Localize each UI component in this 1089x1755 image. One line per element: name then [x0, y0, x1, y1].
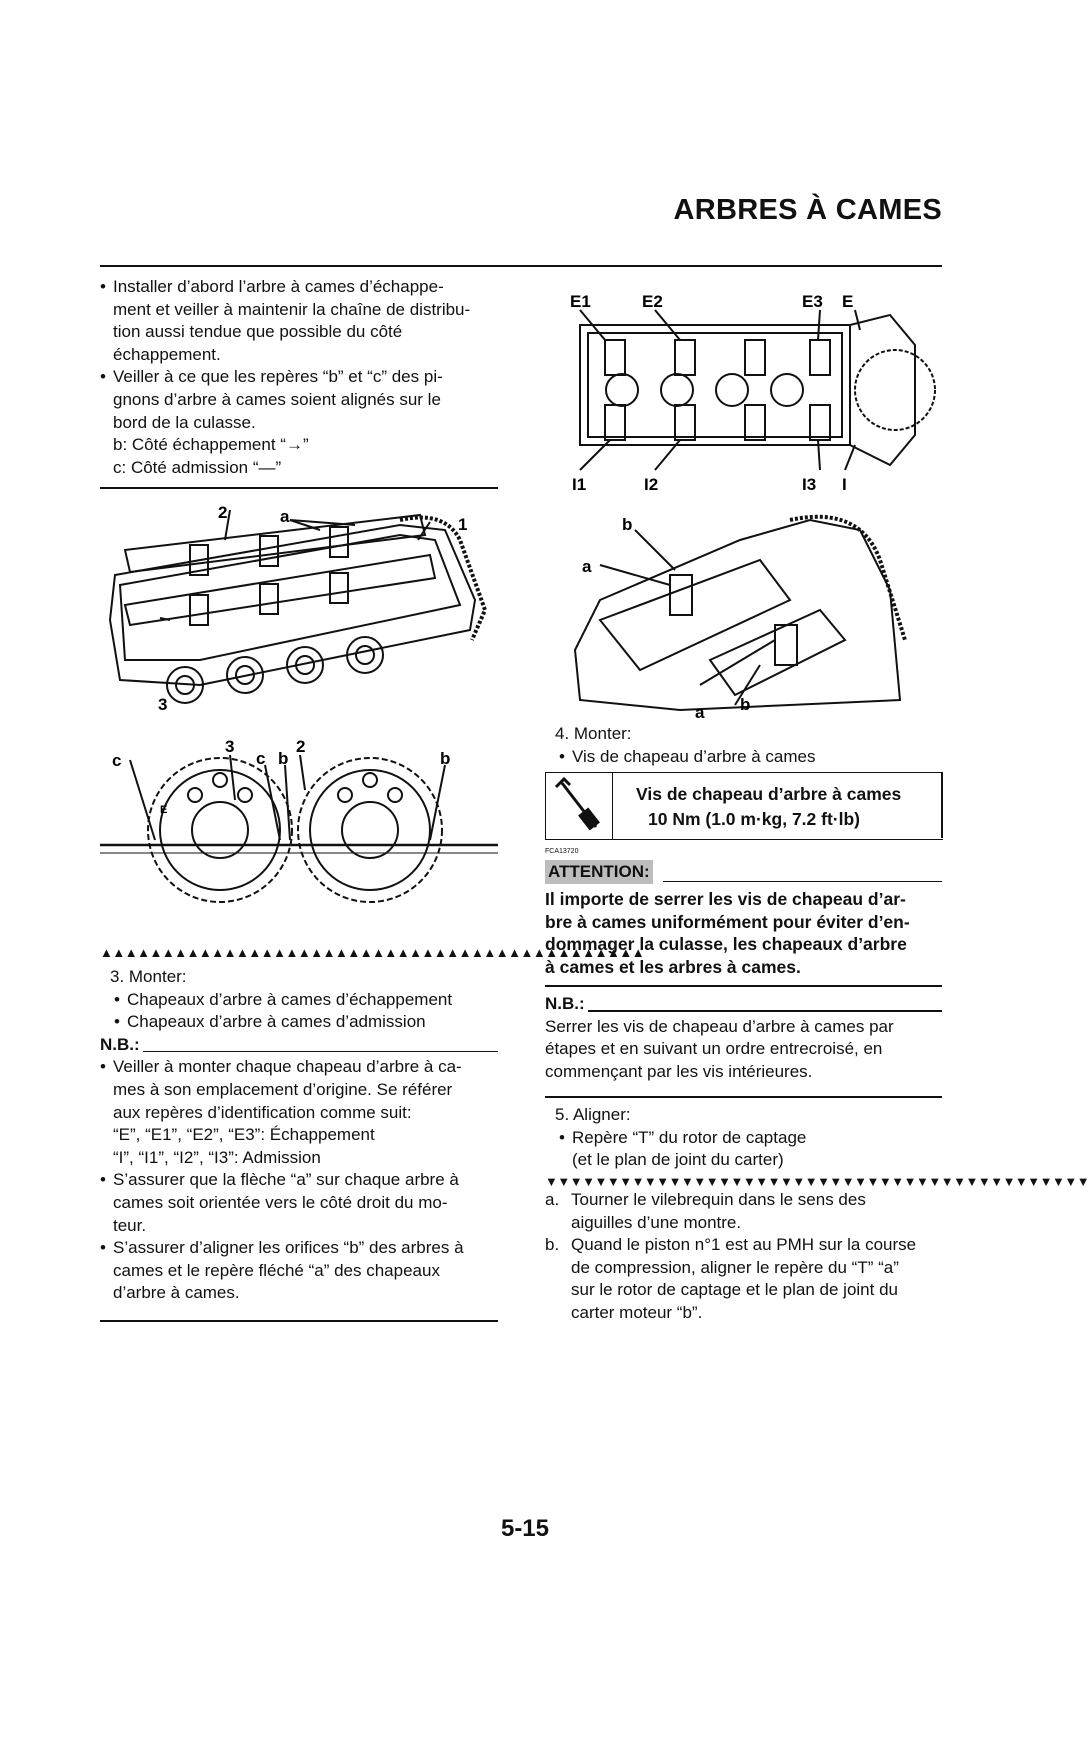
warning-start-triangles: ▲▲▲▲▲▲▲▲▲▲▲▲▲▲▲▲▲▲▲▲▲▲▲▲▲▲▲▲▲▲▲▲▲▲▲▲▲▲▲▲▲▲▲▲: [100, 945, 645, 960]
step5-item-note: (et le plan de joint du carter): [572, 1150, 784, 1170]
substep-b: b. Quand le piston n°1 est au PMH sur la course de compression, aligner le repère du “T” “a” sur le rotor de captage et le plan de joint du carter moteur “b”.: [545, 1235, 917, 1322]
page-number: 5-15: [500, 1515, 550, 1542]
fig2-label-b-mid: b: [278, 749, 289, 768]
right-nb: N.B.: Serrer les vis de chapeau d’arbre à cames par étapes et en suivant un ordre entrecroisé, en commençant par les vis intérieures.: [545, 993, 942, 1083]
fig3-label-E: E: [842, 292, 854, 311]
torque-value: 10 Nm (1.0 m·kg, 7.2 ft·lb): [648, 809, 860, 829]
left-rule-2: [100, 1320, 498, 1322]
torque-box-edge: [941, 772, 943, 838]
procedure-start-triangles: ▼▼▼▼▼▼▼▼▼▼▼▼▼▼▼▼▼▼▼▼▼▼▼▼▼▼▼▼▼▼▼▼▼▼▼▼▼▼▼▼▼▼▼▼: [545, 1174, 1089, 1189]
camshaft-head-figure: [100, 500, 498, 715]
attention-heading: [545, 860, 942, 884]
fig2-label-b-right: b: [440, 749, 451, 768]
nb-bullet: • S’assurer que la flèche “a” sur chaque arbre à cames soit orientée vers le côté droit du mo- teur.: [100, 1169, 498, 1237]
fig2-label-e: E: [160, 804, 168, 816]
caution-code: FCA13720: [545, 848, 579, 855]
step4-item: • Vis de chapeau d’arbre à cames: [545, 746, 942, 769]
left-step3: [100, 966, 498, 1305]
fig4-label-b-top: b: [622, 515, 633, 534]
substep-a: a. Tourner le vilebrequin dans le sens des aiguilles d’une montre.: [545, 1190, 866, 1232]
fig1-label-2: 2: [218, 503, 228, 522]
fig3-label-I3: I3: [802, 475, 817, 494]
fig3-label-I: I: [842, 475, 847, 494]
nb-heading: N.B.:: [545, 993, 942, 1016]
fig2-label-3: 3: [225, 737, 235, 756]
torque-wrench-icon: [546, 773, 613, 839]
nb-bullet: • Veiller à monter chaque chapeau d’arbre à ca- mes à son emplacement d’origine. Se référer aux repères d’identification comme suit: “E”, “E1”, “E2”, “E3”: Échappement “I”, “I1”, “I2”, “I3”: Admission: [100, 1056, 498, 1169]
intro-bullet: • Installer d’abord l’arbre à cames d’échappe- ment et veiller à maintenir la chaîne de distribu- tion aussi tendue que possible du côté échappement.: [100, 276, 498, 366]
right-step4: [545, 723, 942, 768]
page-title: ARBRES À CAMES: [673, 194, 942, 226]
fig1-label-a: a: [280, 507, 290, 526]
fig4-label-b-bottom: b: [740, 695, 751, 714]
right-step5: [545, 1104, 942, 1172]
fig2-label-c-mid: c: [256, 749, 266, 768]
right-rule-1: [545, 985, 942, 987]
sprocket-alignment-figure: [100, 737, 498, 935]
fig4-label-a-bottom: a: [695, 703, 705, 722]
fig2-label-2: 2: [296, 737, 306, 756]
attention-badge: ATTENTION:: [545, 860, 653, 884]
step5-heading: 5. Aligner:: [555, 1105, 631, 1124]
legend-c: c: Côté admission “—”: [113, 457, 282, 477]
align-bullet: • Veiller à ce que les repères “b” et “c” des pi- gnons d’arbre à cames soient alignés sur le bord de la culasse.: [100, 366, 498, 434]
legend-b: b: Côté échappement “→”: [113, 435, 309, 455]
torque-title: Vis de chapeau d’arbre à cames: [636, 784, 902, 804]
fig1-label-1: 1: [458, 515, 468, 534]
left-rule-1: [100, 487, 498, 489]
fig3-label-E3: E3: [802, 292, 823, 311]
camshaft-mark-figure: [560, 510, 940, 720]
nb-bullet: • S’assurer d’aligner les orifices “b” des arbres à cames et le repère fléché “a” des chapeaux d’arbre à cames.: [100, 1237, 498, 1305]
step3-item: • Chapeaux d’arbre à cames d’échappement: [100, 989, 498, 1012]
header-rule: [100, 265, 942, 267]
fig1-label-3: 3: [158, 695, 168, 714]
torque-spec-box: [545, 772, 943, 840]
fig4-label-a-top: a: [582, 557, 592, 576]
cap-identification-figure: [560, 285, 940, 495]
right-rule-2: [545, 1096, 942, 1098]
nb-heading: N.B.:: [100, 1034, 498, 1057]
step3-heading: 3. Monter:: [110, 967, 187, 986]
fig3-label-I1: I1: [572, 475, 587, 494]
left-intro: [100, 276, 498, 479]
step4-heading: 4. Monter:: [555, 724, 632, 743]
step5-item: • Repère “T” du rotor de captage: [545, 1127, 942, 1150]
step3-item: • Chapeaux d’arbre à cames d’admission: [100, 1011, 498, 1034]
fig2-label-c-left: c: [112, 751, 122, 770]
fig3-label-E2: E2: [642, 292, 663, 311]
fig3-label-I2: I2: [644, 475, 659, 494]
caution-text: Il importe de serrer les vis de chapeau d’ar- bre à cames uniformément pour éviter d’en- dommager la culasse, les chapeaux d’arbre à cames et les arbres à cames.: [545, 889, 910, 977]
fig3-label-E1: E1: [570, 292, 591, 311]
right-substeps: [545, 1189, 942, 1325]
